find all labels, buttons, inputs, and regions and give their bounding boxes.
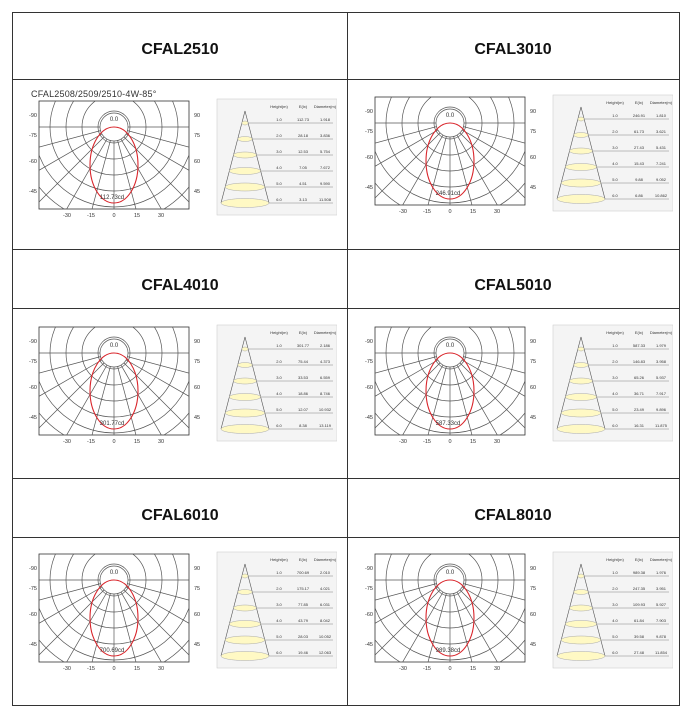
- angle-tick-label: -75: [365, 586, 373, 592]
- table-cell: 4.0: [612, 161, 618, 166]
- peak-intensity-label: 700.69cd: [99, 648, 125, 654]
- beam-spot: [570, 148, 593, 154]
- beam-spot: [242, 121, 248, 125]
- product-title: CFAL2510: [141, 41, 219, 58]
- table-cell: 112.73: [297, 117, 309, 122]
- table-cell: 2.186: [319, 343, 331, 348]
- table-cell: 3.0: [276, 602, 282, 607]
- angle-tick-label: 45: [194, 642, 201, 648]
- center-label: 0.0: [445, 113, 455, 119]
- table-cell: 7.917: [655, 391, 667, 396]
- table-cell: 7.241: [655, 161, 667, 166]
- table-cell: 4.373: [319, 359, 331, 364]
- angle-tick-label: -45: [29, 642, 37, 648]
- angle-tick-label: 60: [194, 159, 201, 165]
- illuminance-table: [217, 325, 337, 441]
- table-header: Diameter(m): [313, 557, 337, 562]
- table-header: Diameter(m): [313, 330, 337, 335]
- bottom-tick-label: -30: [63, 439, 71, 445]
- beam-spot: [557, 652, 605, 661]
- table-cell: 301.77: [296, 343, 310, 348]
- beam-spot: [565, 164, 596, 171]
- photometric-panel: [363, 93, 673, 235]
- table-cell: 33.53: [297, 375, 309, 380]
- table-cell: 1.0: [276, 343, 282, 348]
- product-title: CFAL5010: [474, 277, 552, 294]
- table-cell: 6.559: [319, 375, 331, 380]
- bottom-tick-label: 0: [448, 209, 452, 215]
- table-cell: 9.590: [319, 181, 331, 186]
- table-header: Height(m): [270, 104, 288, 109]
- angle-tick-label: 90: [194, 113, 201, 119]
- bottom-tick-label: -15: [87, 666, 95, 672]
- beam-spot: [234, 605, 257, 611]
- table-cell: 15.43: [633, 161, 645, 166]
- bottom-tick-label: 30: [493, 666, 501, 672]
- angle-tick-label: -60: [365, 385, 373, 391]
- angle-tick-label: 60: [530, 612, 537, 618]
- bottom-tick-label: 15: [469, 666, 477, 672]
- table-cell: 11.508: [319, 197, 331, 202]
- illuminance-table: [217, 99, 337, 215]
- photometric-panel: [27, 323, 337, 465]
- table-cell: 109.93: [632, 602, 646, 607]
- beam-spot: [578, 574, 584, 578]
- beam-spot: [574, 590, 589, 595]
- table-cell: 6.0: [612, 423, 618, 428]
- angle-tick-label: -60: [365, 612, 373, 618]
- table-cell: 11.875: [655, 423, 667, 428]
- bottom-tick-label: 0: [112, 439, 116, 445]
- product-subtitle: CFAL2508/2509/2510-4W-85°: [31, 89, 157, 99]
- beam-spot: [570, 378, 593, 384]
- table-cell: 2.010: [319, 570, 331, 575]
- beam-spot: [225, 183, 265, 191]
- angle-tick-label: -45: [365, 642, 373, 648]
- table-cell: 1.0: [612, 343, 618, 348]
- beam-spot: [221, 425, 269, 434]
- angle-tick-label: 75: [530, 129, 537, 135]
- angle-tick-label: -90: [29, 113, 37, 119]
- beam-spot: [570, 605, 593, 611]
- table-cell: 28.18: [297, 133, 309, 138]
- peak-intensity-label: 246.91cd: [435, 191, 461, 197]
- table-header: Height(m): [606, 100, 624, 105]
- beam-spot: [238, 137, 253, 142]
- angle-tick-label: -90: [29, 339, 37, 345]
- table-header: E(lx): [298, 557, 308, 562]
- table-cell: 3.958: [655, 359, 667, 364]
- bottom-tick-label: 30: [493, 439, 501, 445]
- angle-tick-label: -75: [29, 586, 37, 592]
- angle-tick-label: 90: [530, 566, 537, 572]
- beam-spot: [238, 363, 253, 368]
- table-cell: 9.052: [655, 177, 667, 182]
- angle-tick-label: 90: [530, 339, 537, 345]
- table-cell: 2.0: [276, 133, 282, 138]
- center-label: 0.0: [109, 570, 119, 576]
- table-cell: 4.0: [276, 391, 282, 396]
- table-cell: 9.896: [655, 407, 667, 412]
- bottom-tick-label: 30: [157, 439, 165, 445]
- bottom-tick-label: 15: [133, 439, 141, 445]
- table-cell: 1.0: [276, 117, 282, 122]
- table-header: Diameter(m): [313, 104, 337, 109]
- table-cell: 6.0: [612, 650, 618, 655]
- table-cell: 61.73: [633, 129, 645, 134]
- beam-spot: [561, 409, 601, 417]
- angle-tick-label: -75: [365, 359, 373, 365]
- beam-spot: [234, 378, 257, 384]
- table-cell: 2.0: [612, 129, 618, 134]
- row-divider: [13, 249, 679, 250]
- table-cell: 700.69: [296, 570, 310, 575]
- photometric-panel: [363, 550, 673, 692]
- table-cell: 3.0: [276, 375, 282, 380]
- angle-tick-label: 90: [530, 109, 537, 115]
- table-cell: 2.0: [612, 359, 618, 364]
- beam-spot: [229, 394, 260, 401]
- table-cell: 247.35: [632, 586, 646, 591]
- beam-spot: [234, 152, 257, 158]
- table-cell: 5.937: [655, 375, 667, 380]
- table-cell: 39.58: [633, 634, 645, 639]
- table-cell: 6.0: [612, 193, 618, 198]
- table-cell: 7.05: [299, 165, 307, 170]
- table-cell: 8.38: [299, 423, 307, 428]
- bottom-tick-label: 15: [133, 666, 141, 672]
- table-header: Height(m): [606, 330, 624, 335]
- table-cell: 8.746: [319, 391, 331, 396]
- photometric-panel: [363, 323, 673, 465]
- beam-spot: [242, 574, 248, 578]
- product-grid: [12, 12, 680, 706]
- angle-tick-label: -45: [365, 415, 373, 421]
- angle-tick-label: -60: [365, 155, 373, 161]
- angle-tick-label: -60: [29, 612, 37, 618]
- beam-spot: [578, 117, 584, 121]
- table-cell: 5.0: [612, 634, 618, 639]
- center-label: 0.0: [445, 343, 455, 349]
- table-cell: 3.0: [276, 149, 282, 154]
- peak-intensity-label: 301.77cd: [99, 421, 125, 427]
- table-cell: 9.878: [655, 634, 667, 639]
- row-divider: [13, 478, 679, 479]
- angle-tick-label: 60: [194, 612, 201, 618]
- angle-tick-label: -75: [365, 129, 373, 135]
- table-cell: 1.918: [319, 117, 331, 122]
- beam-spot: [574, 363, 589, 368]
- table-cell: 2.0: [276, 586, 282, 591]
- table-cell: 9.88: [635, 177, 643, 182]
- table-cell: 5.754: [319, 149, 331, 154]
- beam-spot: [557, 425, 605, 434]
- table-cell: 3.951: [655, 586, 667, 591]
- table-cell: 5.0: [276, 634, 282, 639]
- angle-tick-label: 75: [530, 359, 537, 365]
- bottom-tick-label: 15: [133, 213, 141, 219]
- table-header: Height(m): [606, 557, 624, 562]
- angle-tick-label: 60: [530, 155, 537, 161]
- product-title: CFAL3010: [474, 41, 552, 58]
- table-cell: 12.063: [318, 650, 332, 655]
- photometric-diagram: [27, 97, 337, 239]
- table-cell: 36.71: [633, 391, 645, 396]
- table-cell: 6.0: [276, 423, 282, 428]
- table-cell: 1.0: [612, 570, 618, 575]
- table-cell: 3.0: [612, 375, 618, 380]
- row-divider: [13, 537, 679, 538]
- row-divider: [13, 79, 679, 80]
- photometric-panel: [27, 550, 337, 692]
- table-cell: 3.836: [319, 133, 331, 138]
- table-header: Height(m): [270, 330, 288, 335]
- table-header: Diameter(m): [649, 100, 673, 105]
- angle-tick-label: 75: [530, 586, 537, 592]
- angle-tick-label: -60: [29, 385, 37, 391]
- beam-spot: [238, 590, 253, 595]
- table-cell: 989.38: [632, 570, 646, 575]
- table-cell: 6.0: [276, 197, 282, 202]
- table-cell: 1.810: [655, 113, 667, 118]
- bottom-tick-label: 0: [448, 666, 452, 672]
- bottom-tick-label: -30: [63, 213, 71, 219]
- product-title: CFAL6010: [141, 507, 219, 524]
- beam-spot: [225, 636, 265, 644]
- table-cell: 146.83: [632, 359, 646, 364]
- table-cell: 5.0: [612, 407, 618, 412]
- table-cell: 3.0: [612, 145, 618, 150]
- beam-spot: [242, 347, 248, 351]
- center-label: 0.0: [445, 570, 455, 576]
- bottom-tick-label: -30: [63, 666, 71, 672]
- table-cell: 2.0: [612, 586, 618, 591]
- table-cell: 1.979: [655, 343, 667, 348]
- beam-spot: [557, 195, 605, 204]
- table-cell: 12.53: [297, 149, 309, 154]
- table-cell: 5.0: [612, 177, 618, 182]
- photometric-diagram: [363, 93, 673, 235]
- angle-tick-label: 60: [194, 385, 201, 391]
- bottom-tick-label: -30: [399, 439, 407, 445]
- table-header: E(lx): [298, 330, 308, 335]
- peak-intensity-label: 112.73cd: [99, 195, 125, 201]
- table-cell: 8.042: [319, 618, 331, 623]
- angle-tick-label: 90: [194, 339, 201, 345]
- photometric-diagram: [27, 323, 337, 465]
- table-cell: 11.854: [655, 650, 667, 655]
- table-cell: 587.33: [632, 343, 646, 348]
- table-cell: 7.672: [319, 165, 331, 170]
- table-cell: 13.119: [319, 423, 331, 428]
- angle-tick-label: -90: [365, 109, 373, 115]
- table-cell: 2.0: [276, 359, 282, 364]
- photometric-diagram: [363, 550, 673, 692]
- table-cell: 19.46: [297, 650, 309, 655]
- product-title: CFAL4010: [141, 277, 219, 294]
- illuminance-table: [553, 325, 673, 441]
- table-cell: 6.0: [276, 650, 282, 655]
- beam-spot: [229, 168, 260, 175]
- bottom-tick-label: 30: [493, 209, 501, 215]
- center-label: 0.0: [109, 343, 119, 349]
- table-cell: 23.49: [633, 407, 645, 412]
- beam-spot: [561, 636, 601, 644]
- angle-tick-label: -45: [29, 415, 37, 421]
- angle-tick-label: -60: [29, 159, 37, 165]
- row-divider: [13, 308, 679, 309]
- bottom-tick-label: 15: [469, 439, 477, 445]
- table-cell: 3.13: [299, 197, 307, 202]
- bottom-tick-label: 0: [448, 439, 452, 445]
- beam-spot: [565, 394, 596, 401]
- table-header: E(lx): [634, 330, 644, 335]
- table-cell: 1.976: [655, 570, 667, 575]
- product-title: CFAL8010: [474, 507, 552, 524]
- angle-tick-label: 75: [194, 359, 201, 365]
- table-cell: 4.51: [299, 181, 307, 186]
- bottom-tick-label: -30: [399, 209, 407, 215]
- beam-spot: [565, 621, 596, 628]
- table-cell: 27.43: [633, 145, 645, 150]
- angle-tick-label: 60: [530, 385, 537, 391]
- beam-spot: [578, 347, 584, 351]
- angle-tick-label: -45: [29, 189, 37, 195]
- table-cell: 4.0: [612, 618, 618, 623]
- peak-intensity-label: 587.33cd: [435, 421, 461, 427]
- angle-tick-label: -45: [365, 185, 373, 191]
- table-cell: 5.0: [276, 181, 282, 186]
- beam-spot: [221, 652, 269, 661]
- table-cell: 18.86: [297, 391, 309, 396]
- bottom-tick-label: -15: [87, 213, 95, 219]
- angle-tick-label: -75: [29, 359, 37, 365]
- table-header: Height(m): [270, 557, 288, 562]
- bottom-tick-label: -15: [87, 439, 95, 445]
- bottom-tick-label: 30: [157, 213, 165, 219]
- table-header: Diameter(m): [649, 330, 673, 335]
- bottom-tick-label: 30: [157, 666, 165, 672]
- peak-intensity-label: 989.38cd: [435, 648, 461, 654]
- table-cell: 5.0: [276, 407, 282, 412]
- angle-tick-label: 45: [194, 415, 201, 421]
- bottom-tick-label: 0: [112, 213, 116, 219]
- angle-tick-label: 45: [530, 185, 537, 191]
- beam-spot: [574, 133, 589, 138]
- table-cell: 28.03: [297, 634, 309, 639]
- table-cell: 12.07: [297, 407, 309, 412]
- illuminance-table: [553, 95, 673, 211]
- table-cell: 43.79: [297, 618, 309, 623]
- angle-tick-label: 45: [194, 189, 201, 195]
- table-cell: 1.0: [612, 113, 618, 118]
- angle-tick-label: 75: [194, 133, 201, 139]
- photometric-diagram: [27, 550, 337, 692]
- angle-tick-label: -90: [29, 566, 37, 572]
- table-cell: 3.0: [612, 602, 618, 607]
- table-cell: 7.903: [655, 618, 667, 623]
- table-cell: 4.0: [276, 165, 282, 170]
- illuminance-table: [553, 552, 673, 668]
- beam-spot: [229, 621, 260, 628]
- illuminance-table: [217, 552, 337, 668]
- bottom-tick-label: 0: [112, 666, 116, 672]
- center-label: 0.0: [109, 117, 119, 123]
- table-cell: 175.17: [296, 586, 310, 591]
- bottom-tick-label: -30: [399, 666, 407, 672]
- table-cell: 10.052: [318, 634, 332, 639]
- photometric-diagram: [363, 323, 673, 465]
- bottom-tick-label: -15: [423, 439, 431, 445]
- angle-tick-label: 75: [194, 586, 201, 592]
- table-cell: 4.0: [612, 391, 618, 396]
- table-header: Diameter(m): [649, 557, 673, 562]
- table-cell: 246.91: [632, 113, 646, 118]
- angle-tick-label: -90: [365, 339, 373, 345]
- bottom-tick-label: -15: [423, 209, 431, 215]
- table-cell: 61.84: [633, 618, 645, 623]
- table-cell: 10.862: [654, 193, 668, 198]
- table-cell: 5.431: [655, 145, 667, 150]
- angle-tick-label: -75: [29, 133, 37, 139]
- angle-tick-label: -90: [365, 566, 373, 572]
- beam-spot: [221, 199, 269, 208]
- table-header: E(lx): [298, 104, 308, 109]
- table-cell: 3.621: [655, 129, 667, 134]
- table-cell: 65.26: [633, 375, 645, 380]
- beam-spot: [225, 409, 265, 417]
- bottom-tick-label: -15: [423, 666, 431, 672]
- table-cell: 77.85: [297, 602, 309, 607]
- photometric-panel: [27, 97, 337, 239]
- angle-tick-label: 90: [194, 566, 201, 572]
- table-cell: 27.48: [633, 650, 645, 655]
- table-cell: 4.021: [319, 586, 331, 591]
- table-cell: 6.86: [635, 193, 643, 198]
- table-header: E(lx): [634, 557, 644, 562]
- column-divider: [347, 13, 348, 705]
- bottom-tick-label: 15: [469, 209, 477, 215]
- table-cell: 4.0: [276, 618, 282, 623]
- table-cell: 10.932: [318, 407, 332, 412]
- table-cell: 6.031: [319, 602, 331, 607]
- table-cell: 16.31: [633, 423, 645, 428]
- angle-tick-label: 45: [530, 415, 537, 421]
- table-cell: 5.927: [655, 602, 667, 607]
- table-header: E(lx): [634, 100, 644, 105]
- table-cell: 1.0: [276, 570, 282, 575]
- table-cell: 75.44: [297, 359, 309, 364]
- beam-spot: [561, 179, 601, 187]
- angle-tick-label: 45: [530, 642, 537, 648]
